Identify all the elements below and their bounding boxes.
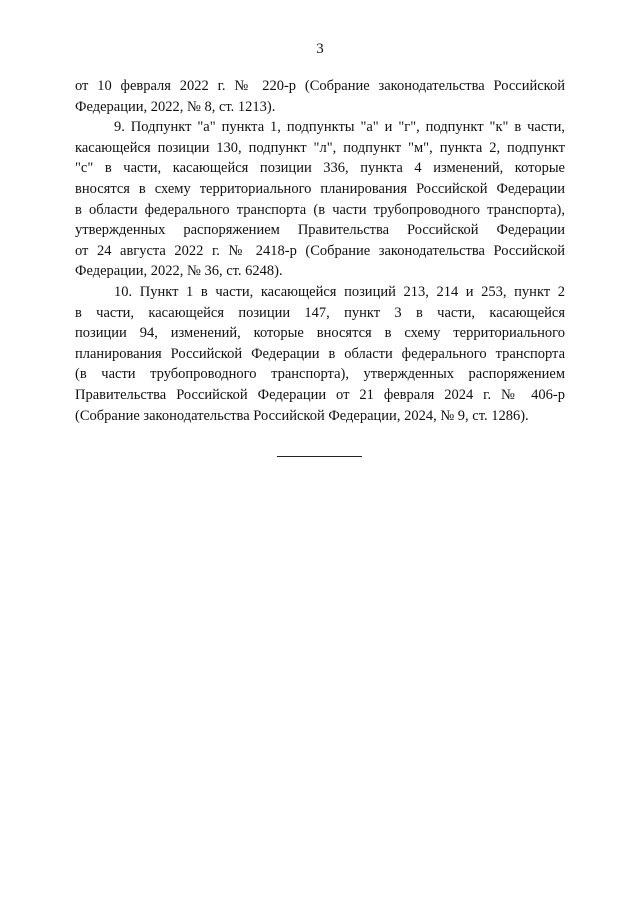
text-line: Федерации, 2022, № 8, ст. 1213). [75, 98, 276, 115]
closing-divider [277, 456, 362, 457]
text-line: в области федерального транспорта (в части трубопроводного транспорта), [75, 201, 565, 218]
paragraph-item-10 [75, 282, 565, 426]
text-line: в части, касающейся позиции 147, пункт 3 в части, касающейся [75, 304, 565, 321]
text-line: утвержденных распоряжением Правительства Российской Федерации [75, 222, 565, 239]
text-line: от 24 августа 2022 г. № 2418-р (Собрание законодательства Российской [75, 242, 565, 259]
paragraph-item-9 [75, 117, 565, 282]
paragraph-continuation [75, 76, 565, 117]
text-line: (в части трубопроводного транспорта), утвержденных распоряжением [75, 366, 565, 383]
page-number: 3 [316, 41, 324, 57]
text-line: Федерации, 2022, № 36, ст. 6248). [75, 263, 283, 280]
text-line: вносятся в схему территориального планирования Российской Федерации [75, 180, 565, 197]
text-line: от 10 февраля 2022 г. № 220-р (Собрание законодательства Российской [75, 78, 565, 94]
text-line: 10. Пункт 1 в части, касающейся позиций 213, 214 и 253, пункт 2 [114, 283, 565, 300]
document-body [75, 76, 565, 426]
text-line: Правительства Российской Федерации от 21 февраля 2024 г. № 406-р [75, 386, 565, 403]
text-line: позиции 94, изменений, которые вносятся в схему территориального [75, 325, 565, 342]
text-line: "с" в части, касающейся позиции 336, пункта 4 изменений, которые [75, 160, 565, 177]
text-line: (Собрание законодательства Российской Федерации, 2024, № 9, ст. 1286). [75, 407, 529, 424]
text-line: касающейся позиции 130, подпункт "л", подпункт "м", пункта 2, подпункт [75, 139, 565, 156]
text-line: 9. Подпункт "а" пункта 1, подпункты "а" и "г", подпункт "к" в части, [114, 119, 565, 136]
text-line: планирования Российской Федерации в области федерального транспорта [75, 345, 565, 362]
